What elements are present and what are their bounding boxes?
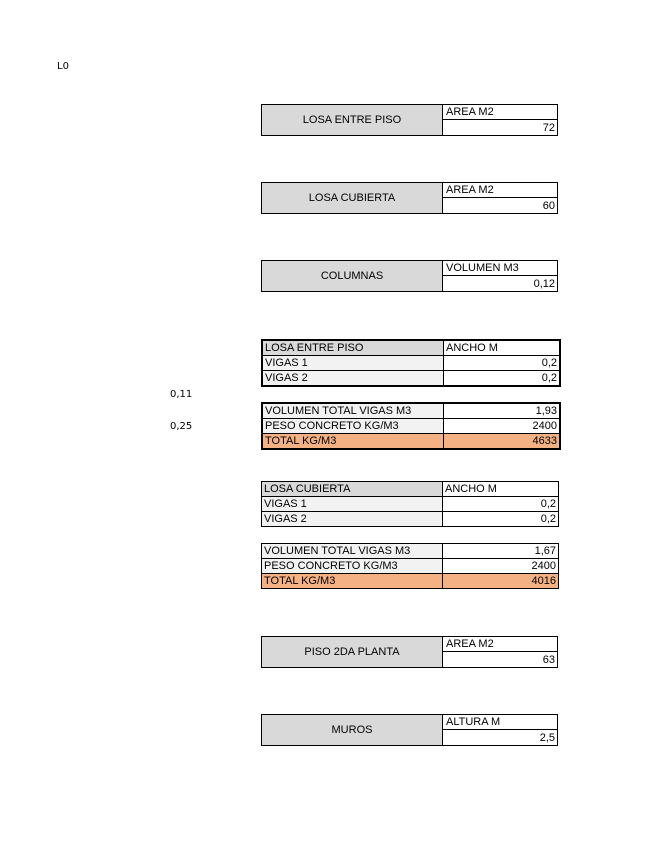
row-value[interactable]: 1,67 — [443, 544, 559, 559]
block-value[interactable]: 2,5 — [539, 732, 555, 744]
table-row — [262, 497, 559, 512]
block-header: AREA M2 — [443, 105, 557, 120]
header-cell: ANCHO M — [443, 482, 559, 497]
row-value[interactable]: 0,2 — [443, 512, 559, 527]
header-cell: LOSA ENTRE PISO — [262, 340, 444, 356]
row-value[interactable]: 2400 — [443, 559, 559, 574]
cubierta-vigas-table — [261, 481, 559, 527]
row-label: VIGAS 2 — [262, 371, 444, 387]
table-row — [262, 512, 559, 527]
row-value[interactable]: 1,93 — [444, 403, 561, 419]
block-value[interactable]: 63 — [542, 654, 555, 666]
side-note-1: 0,11 — [170, 389, 193, 400]
losa-cubierta-block — [261, 182, 558, 214]
table-row — [262, 559, 559, 574]
total-value[interactable]: 4633 — [444, 434, 561, 450]
header-cell: LOSA CUBIERTA — [262, 482, 443, 497]
row-value[interactable]: 2400 — [444, 419, 561, 434]
table-row — [262, 419, 560, 434]
block-header: VOLUMEN M3 — [443, 261, 557, 276]
table-header-row — [262, 482, 559, 497]
total-value[interactable]: 4016 — [443, 574, 559, 589]
entre-piso-totals-table — [261, 402, 561, 450]
muros-block — [261, 714, 558, 746]
entre-piso-vigas-table — [261, 339, 561, 387]
block-label: COLUMNAS — [262, 261, 443, 291]
block-label: LOSA CUBIERTA — [262, 183, 443, 213]
total-label: TOTAL KG/M3 — [262, 434, 444, 450]
row-label: PESO CONCRETO KG/M3 — [262, 559, 443, 574]
table-row — [262, 544, 559, 559]
block-value[interactable]: 0,12 — [533, 278, 555, 290]
page-label: L0 — [57, 61, 69, 72]
block-header: AREA M2 — [443, 637, 557, 652]
row-value[interactable]: 0,2 — [444, 371, 561, 387]
header-cell: ANCHO M — [444, 340, 561, 356]
table-row — [262, 403, 560, 419]
block-header: ALTURA M — [443, 715, 557, 730]
losa-entre-piso-block — [261, 104, 558, 136]
block-label: MUROS — [262, 715, 443, 745]
row-label: VIGAS 1 — [262, 497, 443, 512]
block-label: LOSA ENTRE PISO — [262, 105, 443, 135]
block-value[interactable]: 60 — [542, 200, 555, 212]
row-label: PESO CONCRETO KG/M3 — [262, 419, 444, 434]
row-label: VOLUMEN TOTAL VIGAS M3 — [262, 403, 444, 419]
total-row — [262, 574, 559, 589]
side-note-2: 0,25 — [170, 421, 193, 432]
total-label: TOTAL KG/M3 — [262, 574, 443, 589]
total-row — [262, 434, 560, 450]
table-header-row — [262, 340, 560, 356]
table-row — [262, 371, 560, 387]
columnas-block — [261, 260, 558, 292]
block-label: PISO 2DA PLANTA — [262, 637, 443, 667]
cubierta-totals-table — [261, 543, 559, 589]
row-label: VIGAS 1 — [262, 356, 444, 371]
block-value[interactable]: 72 — [542, 122, 555, 134]
piso-2da-planta-block — [261, 636, 558, 668]
row-value[interactable]: 0,2 — [444, 356, 561, 371]
table-row — [262, 356, 560, 371]
row-value[interactable]: 0,2 — [443, 497, 559, 512]
block-header: AREA M2 — [443, 183, 557, 198]
row-label: VIGAS 2 — [262, 512, 443, 527]
row-label: VOLUMEN TOTAL VIGAS M3 — [262, 544, 443, 559]
